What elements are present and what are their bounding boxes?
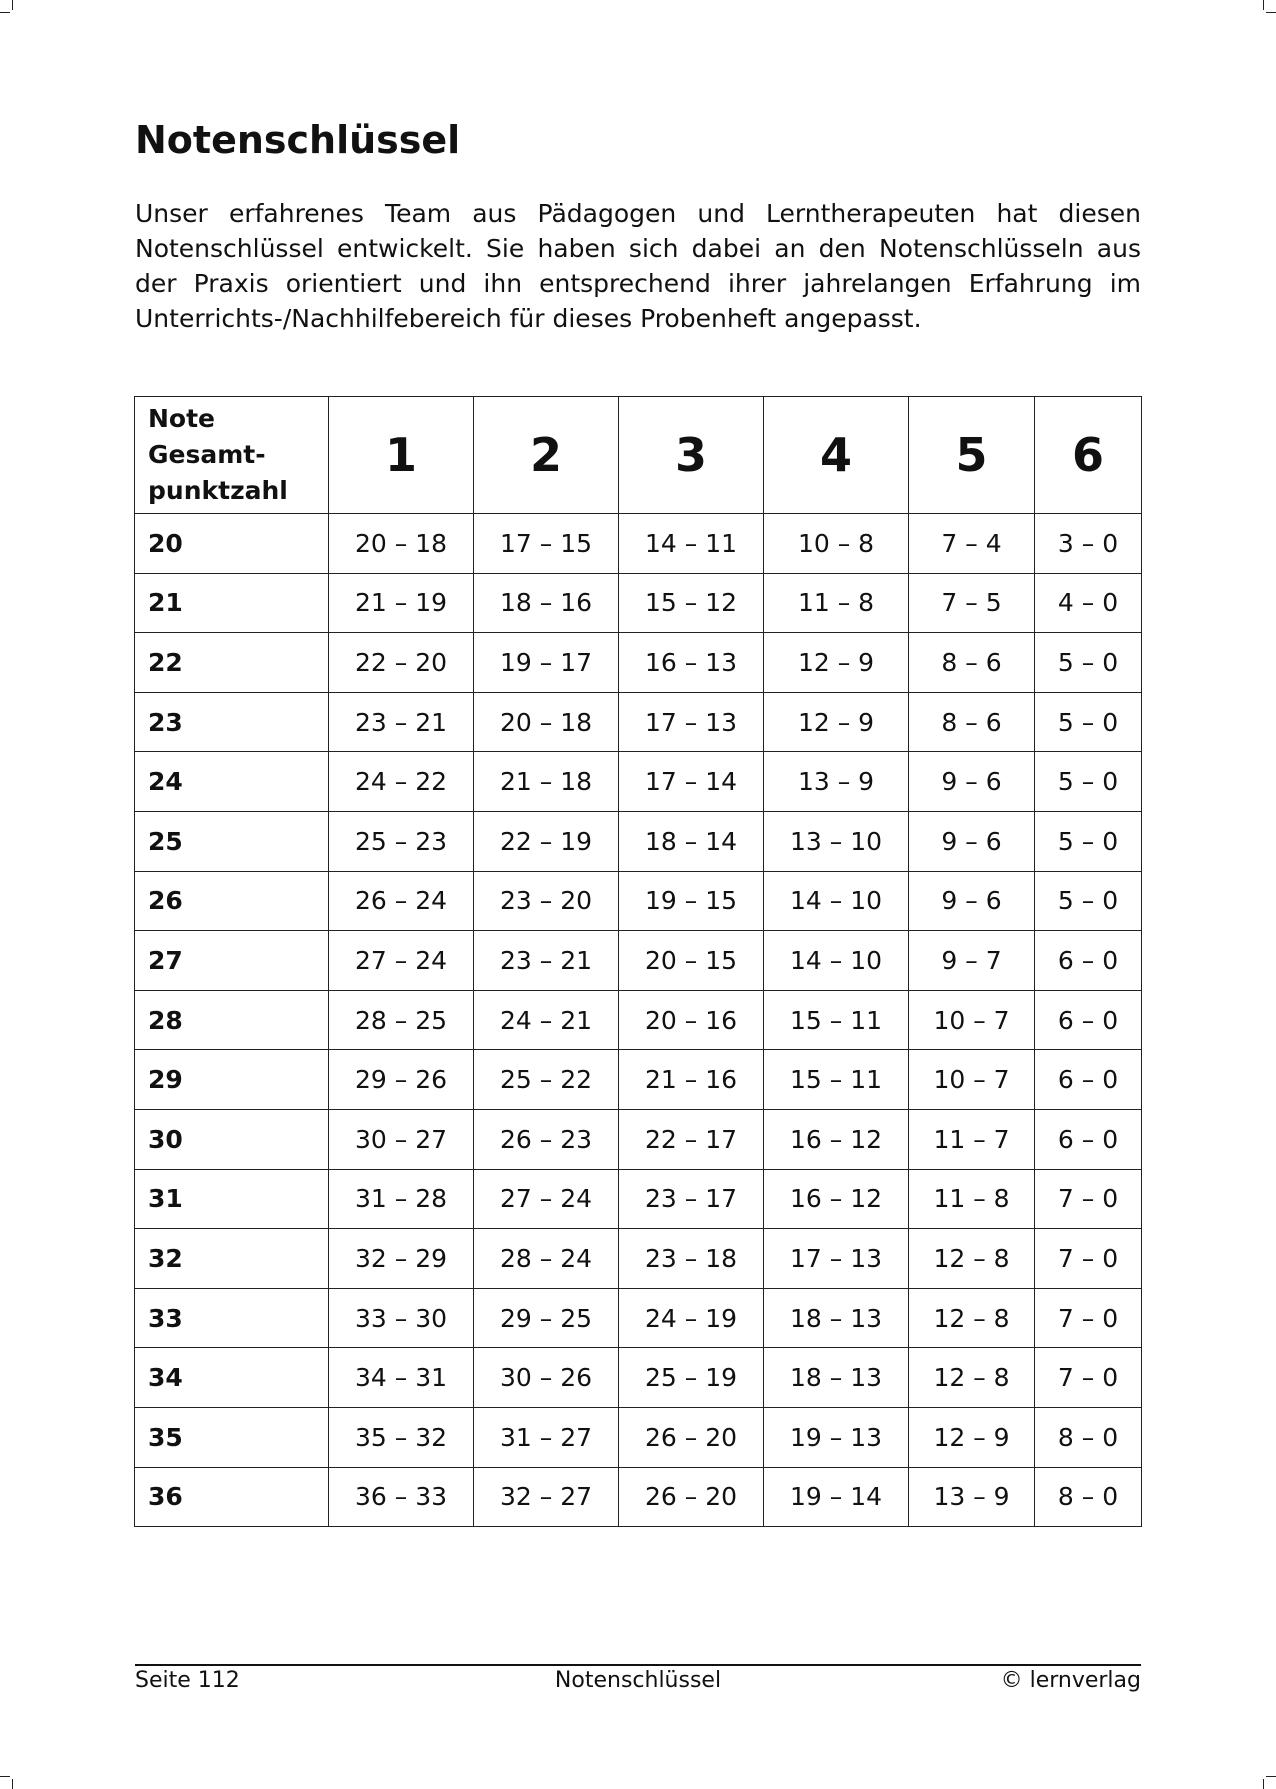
crop-mark (1263, 0, 1264, 10)
grade-range-cell: 9 – 7 (909, 931, 1035, 991)
total-points-cell: 26 (135, 871, 329, 931)
crop-mark (12, 0, 13, 10)
grade-range-cell: 17 – 14 (619, 752, 764, 812)
grade-range-cell: 26 – 23 (474, 1109, 619, 1169)
grade-range-cell: 33 – 30 (329, 1288, 474, 1348)
grade-range-cell: 21 – 19 (329, 573, 474, 633)
grade-range-cell: 15 – 11 (764, 990, 909, 1050)
total-points-cell: 30 (135, 1109, 329, 1169)
crop-mark (0, 12, 10, 13)
total-points-cell: 23 (135, 692, 329, 752)
total-points-cell: 33 (135, 1288, 329, 1348)
grade-range-cell: 12 – 8 (909, 1229, 1035, 1289)
header-label-cell (135, 397, 329, 514)
grade-range-cell: 25 – 23 (329, 811, 474, 871)
header-label-line: Note (148, 404, 216, 433)
grade-range-cell: 9 – 6 (909, 871, 1035, 931)
grade-range-cell: 8 – 6 (909, 692, 1035, 752)
table-row (135, 931, 1142, 991)
table-row (135, 1467, 1142, 1527)
total-points-cell: 35 (135, 1407, 329, 1467)
footer-section-title: Notenschlüssel (554, 1668, 722, 1693)
table-row (135, 871, 1142, 931)
total-points-cell: 24 (135, 752, 329, 812)
total-points-cell: 21 (135, 573, 329, 633)
grade-range-cell: 4 – 0 (1035, 573, 1142, 633)
grade-range-cell: 11 – 7 (909, 1109, 1035, 1169)
header-label-line: Gesamt- (148, 440, 266, 469)
grade-range-cell: 13 – 9 (764, 752, 909, 812)
grade-header: 4 (764, 397, 909, 514)
table-row (135, 1288, 1142, 1348)
grade-range-cell: 23 – 21 (329, 692, 474, 752)
total-points-cell: 20 (135, 514, 329, 574)
grade-range-cell: 26 – 24 (329, 871, 474, 931)
grade-range-cell: 7 – 5 (909, 573, 1035, 633)
grade-header: 6 (1035, 397, 1142, 514)
grade-range-cell: 34 – 31 (329, 1348, 474, 1408)
grade-range-cell: 21 – 16 (619, 1050, 764, 1110)
grade-range-cell: 23 – 20 (474, 871, 619, 931)
header-label-line: punktzahl (148, 476, 288, 505)
grade-range-cell: 26 – 20 (619, 1407, 764, 1467)
total-points-cell: 25 (135, 811, 329, 871)
grade-range-cell: 23 – 21 (474, 931, 619, 991)
grade-range-cell: 29 – 26 (329, 1050, 474, 1110)
grade-range-cell: 12 – 9 (909, 1407, 1035, 1467)
grade-range-cell: 6 – 0 (1035, 990, 1142, 1050)
grade-range-cell: 28 – 24 (474, 1229, 619, 1289)
grade-range-cell: 23 – 17 (619, 1169, 764, 1229)
grade-range-cell: 19 – 13 (764, 1407, 909, 1467)
grade-range-cell: 36 – 33 (329, 1467, 474, 1527)
grade-range-cell: 29 – 25 (474, 1288, 619, 1348)
grade-range-cell: 20 – 18 (474, 692, 619, 752)
grade-range-cell: 22 – 20 (329, 633, 474, 693)
grade-range-cell: 12 – 8 (909, 1348, 1035, 1408)
table-row (135, 752, 1142, 812)
grade-range-cell: 5 – 0 (1035, 811, 1142, 871)
table-header-row (135, 397, 1142, 514)
grade-range-cell: 5 – 0 (1035, 871, 1142, 931)
crop-mark (12, 1779, 13, 1789)
crop-mark (0, 1776, 10, 1777)
grade-range-cell: 8 – 0 (1035, 1467, 1142, 1527)
grade-range-cell: 16 – 12 (764, 1109, 909, 1169)
grade-range-cell: 13 – 10 (764, 811, 909, 871)
grade-range-cell: 32 – 29 (329, 1229, 474, 1289)
grade-range-cell: 20 – 15 (619, 931, 764, 991)
grade-range-cell: 14 – 10 (764, 931, 909, 991)
table-row (135, 990, 1142, 1050)
grade-range-cell: 22 – 17 (619, 1109, 764, 1169)
table-row (135, 1109, 1142, 1169)
grade-range-cell: 26 – 20 (619, 1467, 764, 1527)
grade-range-cell: 18 – 13 (764, 1348, 909, 1408)
grade-range-cell: 31 – 28 (329, 1169, 474, 1229)
grade-range-cell: 24 – 19 (619, 1288, 764, 1348)
grade-header: 2 (474, 397, 619, 514)
grade-range-cell: 5 – 0 (1035, 633, 1142, 693)
table-row (135, 1348, 1142, 1408)
grade-range-cell: 24 – 22 (329, 752, 474, 812)
grade-range-cell: 17 – 13 (764, 1229, 909, 1289)
grade-range-cell: 10 – 7 (909, 990, 1035, 1050)
grade-range-cell: 23 – 18 (619, 1229, 764, 1289)
grade-range-cell: 19 – 17 (474, 633, 619, 693)
grade-range-cell: 15 – 11 (764, 1050, 909, 1110)
grade-range-cell: 25 – 19 (619, 1348, 764, 1408)
grade-header: 3 (619, 397, 764, 514)
grade-range-cell: 8 – 6 (909, 633, 1035, 693)
grade-range-cell: 18 – 13 (764, 1288, 909, 1348)
grade-range-cell: 7 – 4 (909, 514, 1035, 574)
grade-range-cell: 6 – 0 (1035, 931, 1142, 991)
grade-range-cell: 7 – 0 (1035, 1288, 1142, 1348)
grade-range-cell: 7 – 0 (1035, 1348, 1142, 1408)
grade-range-cell: 30 – 27 (329, 1109, 474, 1169)
grade-range-cell: 10 – 7 (909, 1050, 1035, 1110)
grade-range-cell: 12 – 9 (764, 633, 909, 693)
footer-page-number: Seite 112 (135, 1668, 240, 1693)
table-row (135, 633, 1142, 693)
footer-copyright: © lernverlag (1000, 1668, 1141, 1693)
table-row (135, 692, 1142, 752)
table-row (135, 811, 1142, 871)
table-row (135, 573, 1142, 633)
grade-range-cell: 27 – 24 (474, 1169, 619, 1229)
grade-range-cell: 30 – 26 (474, 1348, 619, 1408)
grade-range-cell: 11 – 8 (764, 573, 909, 633)
grade-header: 5 (909, 397, 1035, 514)
grade-range-cell: 18 – 16 (474, 573, 619, 633)
total-points-cell: 31 (135, 1169, 329, 1229)
grade-range-cell: 14 – 11 (619, 514, 764, 574)
grade-range-cell: 11 – 8 (909, 1169, 1035, 1229)
crop-mark (1263, 1779, 1264, 1789)
table-row (135, 1229, 1142, 1289)
grade-range-cell: 20 – 16 (619, 990, 764, 1050)
crop-mark (1266, 1776, 1276, 1777)
grade-range-cell: 19 – 15 (619, 871, 764, 931)
table-row (135, 1407, 1142, 1467)
grade-range-cell: 15 – 12 (619, 573, 764, 633)
grade-range-cell: 24 – 21 (474, 990, 619, 1050)
grade-range-cell: 16 – 13 (619, 633, 764, 693)
total-points-cell: 36 (135, 1467, 329, 1527)
table-row (135, 1050, 1142, 1110)
grade-range-cell: 6 – 0 (1035, 1050, 1142, 1110)
grade-range-cell: 27 – 24 (329, 931, 474, 991)
intro-paragraph: Unser erfahrenes Team aus Pädagogen und Lerntherapeuten hat diesen Notenschlüssel entwickelt. Sie haben sich dabei an den Notenschlüsseln aus der Praxis orientiert und ihn entsprechend ihrer jahrelangen Erfahrung im Unterrichts-/Nachhilfebereich für dieses Probenheft angepasst. (135, 199, 1141, 333)
grade-range-cell: 19 – 14 (764, 1467, 909, 1527)
grade-range-cell: 5 – 0 (1035, 692, 1142, 752)
grade-range-cell: 28 – 25 (329, 990, 474, 1050)
grade-header: 1 (329, 397, 474, 514)
grade-range-cell: 13 – 9 (909, 1467, 1035, 1527)
grade-range-cell: 3 – 0 (1035, 514, 1142, 574)
total-points-cell: 32 (135, 1229, 329, 1289)
grade-range-cell: 35 – 32 (329, 1407, 474, 1467)
page-title: Notenschlüssel (135, 118, 461, 162)
grade-range-cell: 25 – 22 (474, 1050, 619, 1110)
total-points-cell: 27 (135, 931, 329, 991)
grade-range-cell: 22 – 19 (474, 811, 619, 871)
grade-range-cell: 14 – 10 (764, 871, 909, 931)
grade-range-cell: 17 – 15 (474, 514, 619, 574)
grade-range-cell: 16 – 12 (764, 1169, 909, 1229)
crop-mark (1266, 12, 1276, 13)
grade-range-cell: 9 – 6 (909, 811, 1035, 871)
total-points-cell: 34 (135, 1348, 329, 1408)
grade-range-cell: 9 – 6 (909, 752, 1035, 812)
grade-range-cell: 8 – 0 (1035, 1407, 1142, 1467)
table-row (135, 1169, 1142, 1229)
table-row (135, 514, 1142, 574)
footer-rule (135, 1664, 1141, 1666)
grade-range-cell: 21 – 18 (474, 752, 619, 812)
grade-range-cell: 20 – 18 (329, 514, 474, 574)
grade-range-cell: 18 – 14 (619, 811, 764, 871)
total-points-cell: 29 (135, 1050, 329, 1110)
grade-range-cell: 6 – 0 (1035, 1109, 1142, 1169)
grade-range-cell: 7 – 0 (1035, 1229, 1142, 1289)
grade-range-cell: 12 – 8 (909, 1288, 1035, 1348)
grade-range-cell: 31 – 27 (474, 1407, 619, 1467)
total-points-cell: 22 (135, 633, 329, 693)
grade-range-cell: 17 – 13 (619, 692, 764, 752)
grade-range-cell: 10 – 8 (764, 514, 909, 574)
grading-table (134, 396, 1142, 1527)
grade-range-cell: 32 – 27 (474, 1467, 619, 1527)
grade-range-cell: 5 – 0 (1035, 752, 1142, 812)
grade-range-cell: 7 – 0 (1035, 1169, 1142, 1229)
total-points-cell: 28 (135, 990, 329, 1050)
grade-range-cell: 12 – 9 (764, 692, 909, 752)
